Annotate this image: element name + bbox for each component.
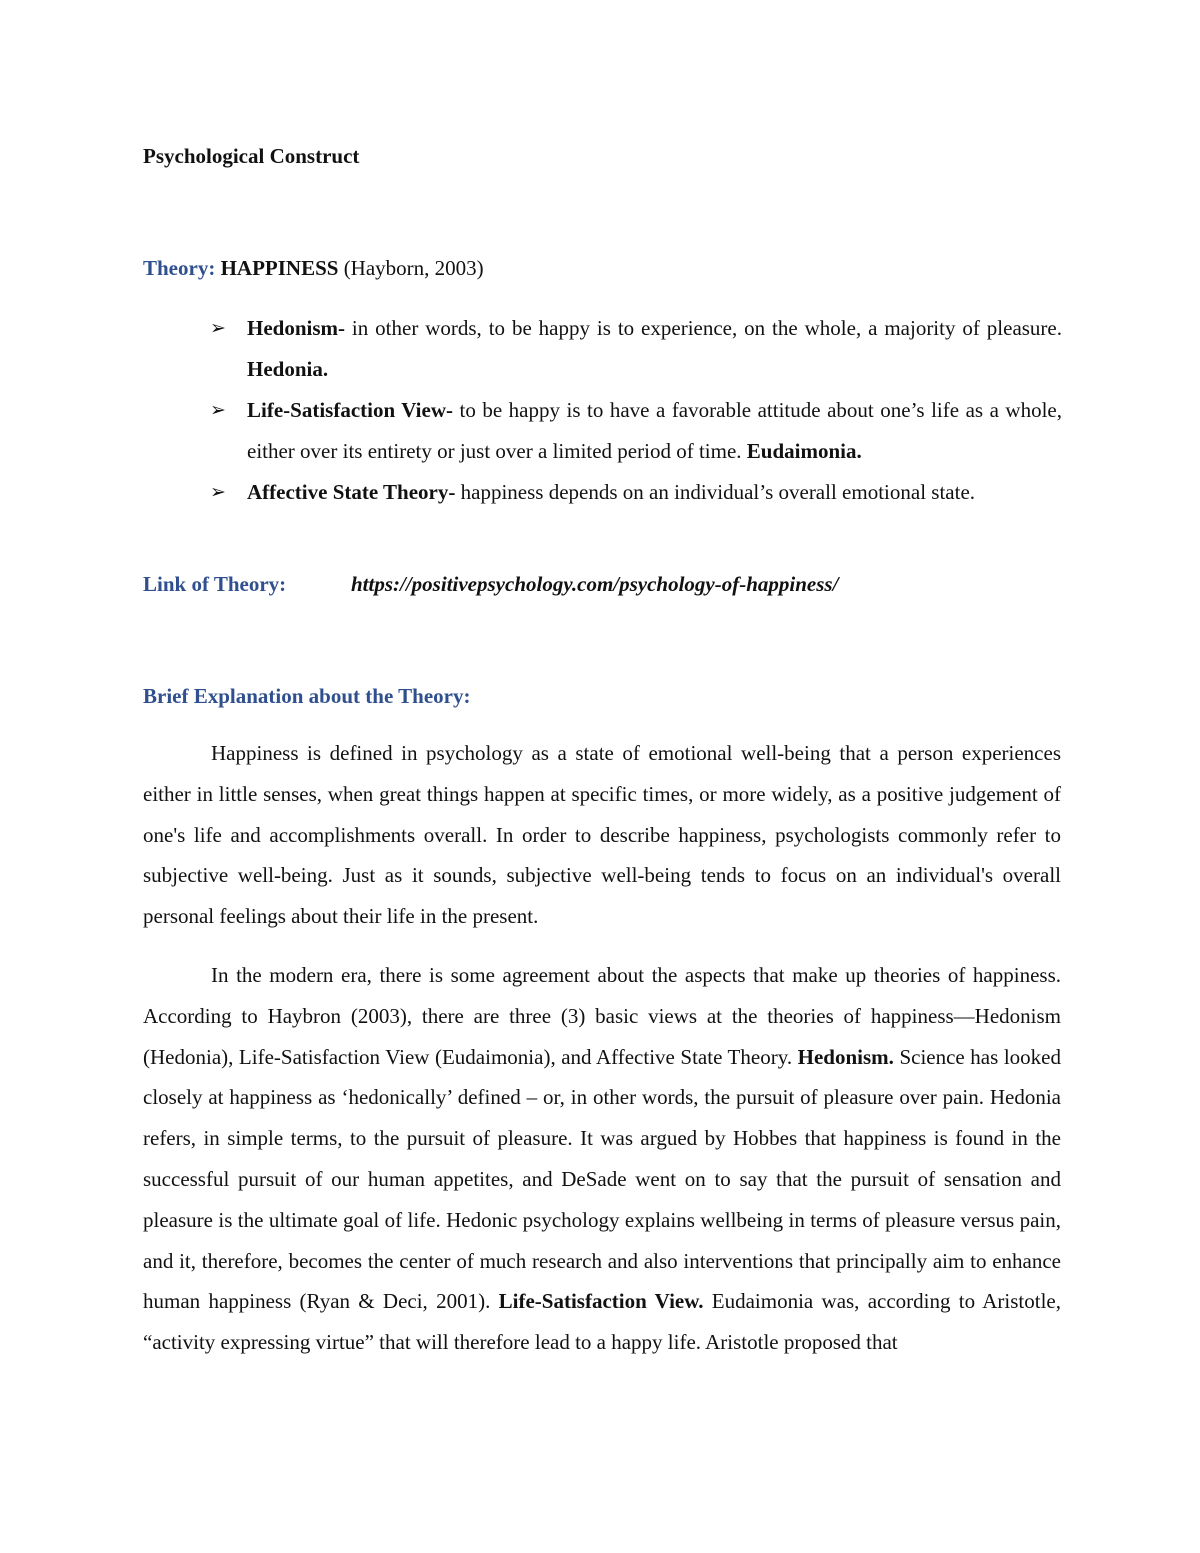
theory-citation: (Hayborn, 2003) xyxy=(343,256,484,280)
life-satisfaction-term: Life-Satisfaction View. xyxy=(498,1289,704,1314)
link-label: Link of Theory: xyxy=(143,572,287,596)
list-item xyxy=(210,472,1062,513)
paragraph-2-text: Science has looked closely at happiness as ‘hedonically’ defined – or, in other words, the pursuit of pleasure over pain. Hedonia refers, in simple terms, to the pursuit of pleasure. It was argued by Hobbes that happiness is found in the successful pursuit of our human appetites, and DeSade went on to say that the pursuit of sensation and pleasure is the ultimate goal of life. Hedonic psychology explains wellbeing in terms of pleasure versus pain, and it, therefore, becomes the center of much research and also interventions that principally aim to enhance human happiness (Ryan & Deci, 2001). xyxy=(143,1044,1061,1314)
bullet-tag: Hedonia. xyxy=(247,357,329,381)
arrow-bullet-icon: ➢ xyxy=(210,481,226,503)
arrow-bullet-icon: ➢ xyxy=(210,399,226,421)
paragraph-2-text: In the modern era, there is some agreement about the aspects that make up theories of happiness. According to Haybron (2003), there are three (3) basic views at the theories of happiness—Hedonism (Hedonia), Life-Satisfaction View (Eudaimonia), and Affective State Theory. xyxy=(143,962,1061,1069)
brief-explanation-heading: Brief Explanation about the Theory: xyxy=(143,684,471,708)
arrow-bullet-icon: ➢ xyxy=(210,317,226,339)
paragraph-2-text: Eudaimonia was, according to Aristotle, “activity expressing virtue” that will therefore lead to a happy life. Aristotle proposed that xyxy=(143,1289,1061,1355)
bullet-term: Hedonism- xyxy=(247,316,346,340)
hedonism-term: Hedonism. xyxy=(797,1044,894,1069)
list-item xyxy=(210,308,1062,390)
bullet-term: Affective State Theory- xyxy=(247,480,456,504)
theory-link[interactable]: https://positivepsychology.com/psychology-of-happiness/ xyxy=(351,572,839,596)
bullet-text: to be happy is to have a favorable attitude about one’s life as a whole, either over its entirety or just over a limited period of time. xyxy=(247,398,1062,463)
bullet-text: in other words, to be happy is to experience, on the whole, a majority of pleasure. xyxy=(345,316,1062,340)
bullet-text: happiness depends on an individual’s overall emotional state. xyxy=(455,480,976,504)
paragraph-1: Happiness is defined in psychology as a state of emotional well-being that a person experiences either in little senses, when great things happen at specific times, or more widely, as a positive judgement of one's life and accomplishments overall. In order to describe happiness, psychologists commonly refer to subjective well-being. Just as it sounds, subjective well-being tends to focus on an individual's overall personal feelings about their life in the present. xyxy=(143,741,1061,929)
document-title: Psychological Construct xyxy=(143,144,360,168)
list-item xyxy=(210,390,1062,472)
theory-label: Theory: xyxy=(143,256,216,280)
theory-name: HAPPINESS xyxy=(220,256,339,280)
theory-line xyxy=(143,256,484,281)
explanation-body xyxy=(143,733,1061,1381)
bullet-tag: Eudaimonia. xyxy=(746,439,862,463)
theory-link-line xyxy=(143,572,839,597)
bullet-term: Life-Satisfaction View- xyxy=(247,398,453,422)
paragraph-2 xyxy=(143,955,1061,1363)
theory-views-list xyxy=(210,308,1062,513)
